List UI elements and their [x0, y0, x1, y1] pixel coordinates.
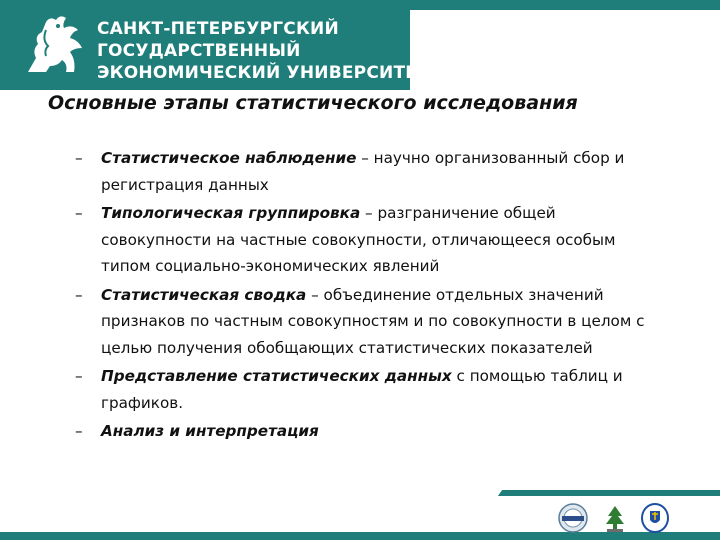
university-name [97, 18, 429, 84]
round-emblem-icon [556, 502, 590, 534]
item-text: – научно организованный сбор и регистрация данных [101, 149, 625, 194]
header-banner [0, 0, 429, 90]
tree-emblem-icon [598, 502, 632, 534]
item-term: Анализ и интерпретация [101, 422, 319, 440]
university-name-line-2: ГОСУДАРСТВЕННЫЙ [97, 41, 301, 61]
item-term: Представление статистических данных [101, 367, 452, 385]
item-text: – разграничение общей совокупности на частные совокупности, отличающееся особым типом социально-экономических явлений [101, 204, 616, 275]
item-term: Статистическая сводка [101, 285, 307, 304]
slide-title: Основные этапы статистического исследования [48, 92, 578, 114]
list-item [75, 282, 655, 362]
shield-emblem-icon [638, 502, 672, 534]
item-text: – объединение отдельных значений признаков по частным совокупностям и по совокупности в целом с целью получения обобщающих статистических показателей [101, 285, 645, 357]
list-item [75, 200, 655, 280]
dash-bullet: – [75, 285, 83, 304]
dash-bullet: – [75, 149, 83, 167]
item-term: Статистическое наблюдение [101, 149, 357, 167]
list-item [75, 418, 655, 445]
item-term: Типологическая группировка [101, 204, 361, 222]
griffin-logo-icon [20, 10, 92, 82]
item-text: с помощью таблиц и графиков. [101, 367, 623, 412]
stages-list [75, 145, 655, 447]
list-item [75, 145, 655, 198]
dash-bullet: – [75, 422, 83, 440]
list-item [75, 363, 655, 416]
dash-bullet: – [75, 367, 83, 385]
university-name-line-3: ЭКОНОМИЧЕСКИЙ УНИВЕРСИТЕТ [97, 63, 429, 83]
header-top-line [410, 0, 720, 10]
dash-bullet: – [75, 204, 83, 222]
university-name-line-1: САНКТ-ПЕТЕРБУРГСКИЙ [97, 19, 339, 39]
